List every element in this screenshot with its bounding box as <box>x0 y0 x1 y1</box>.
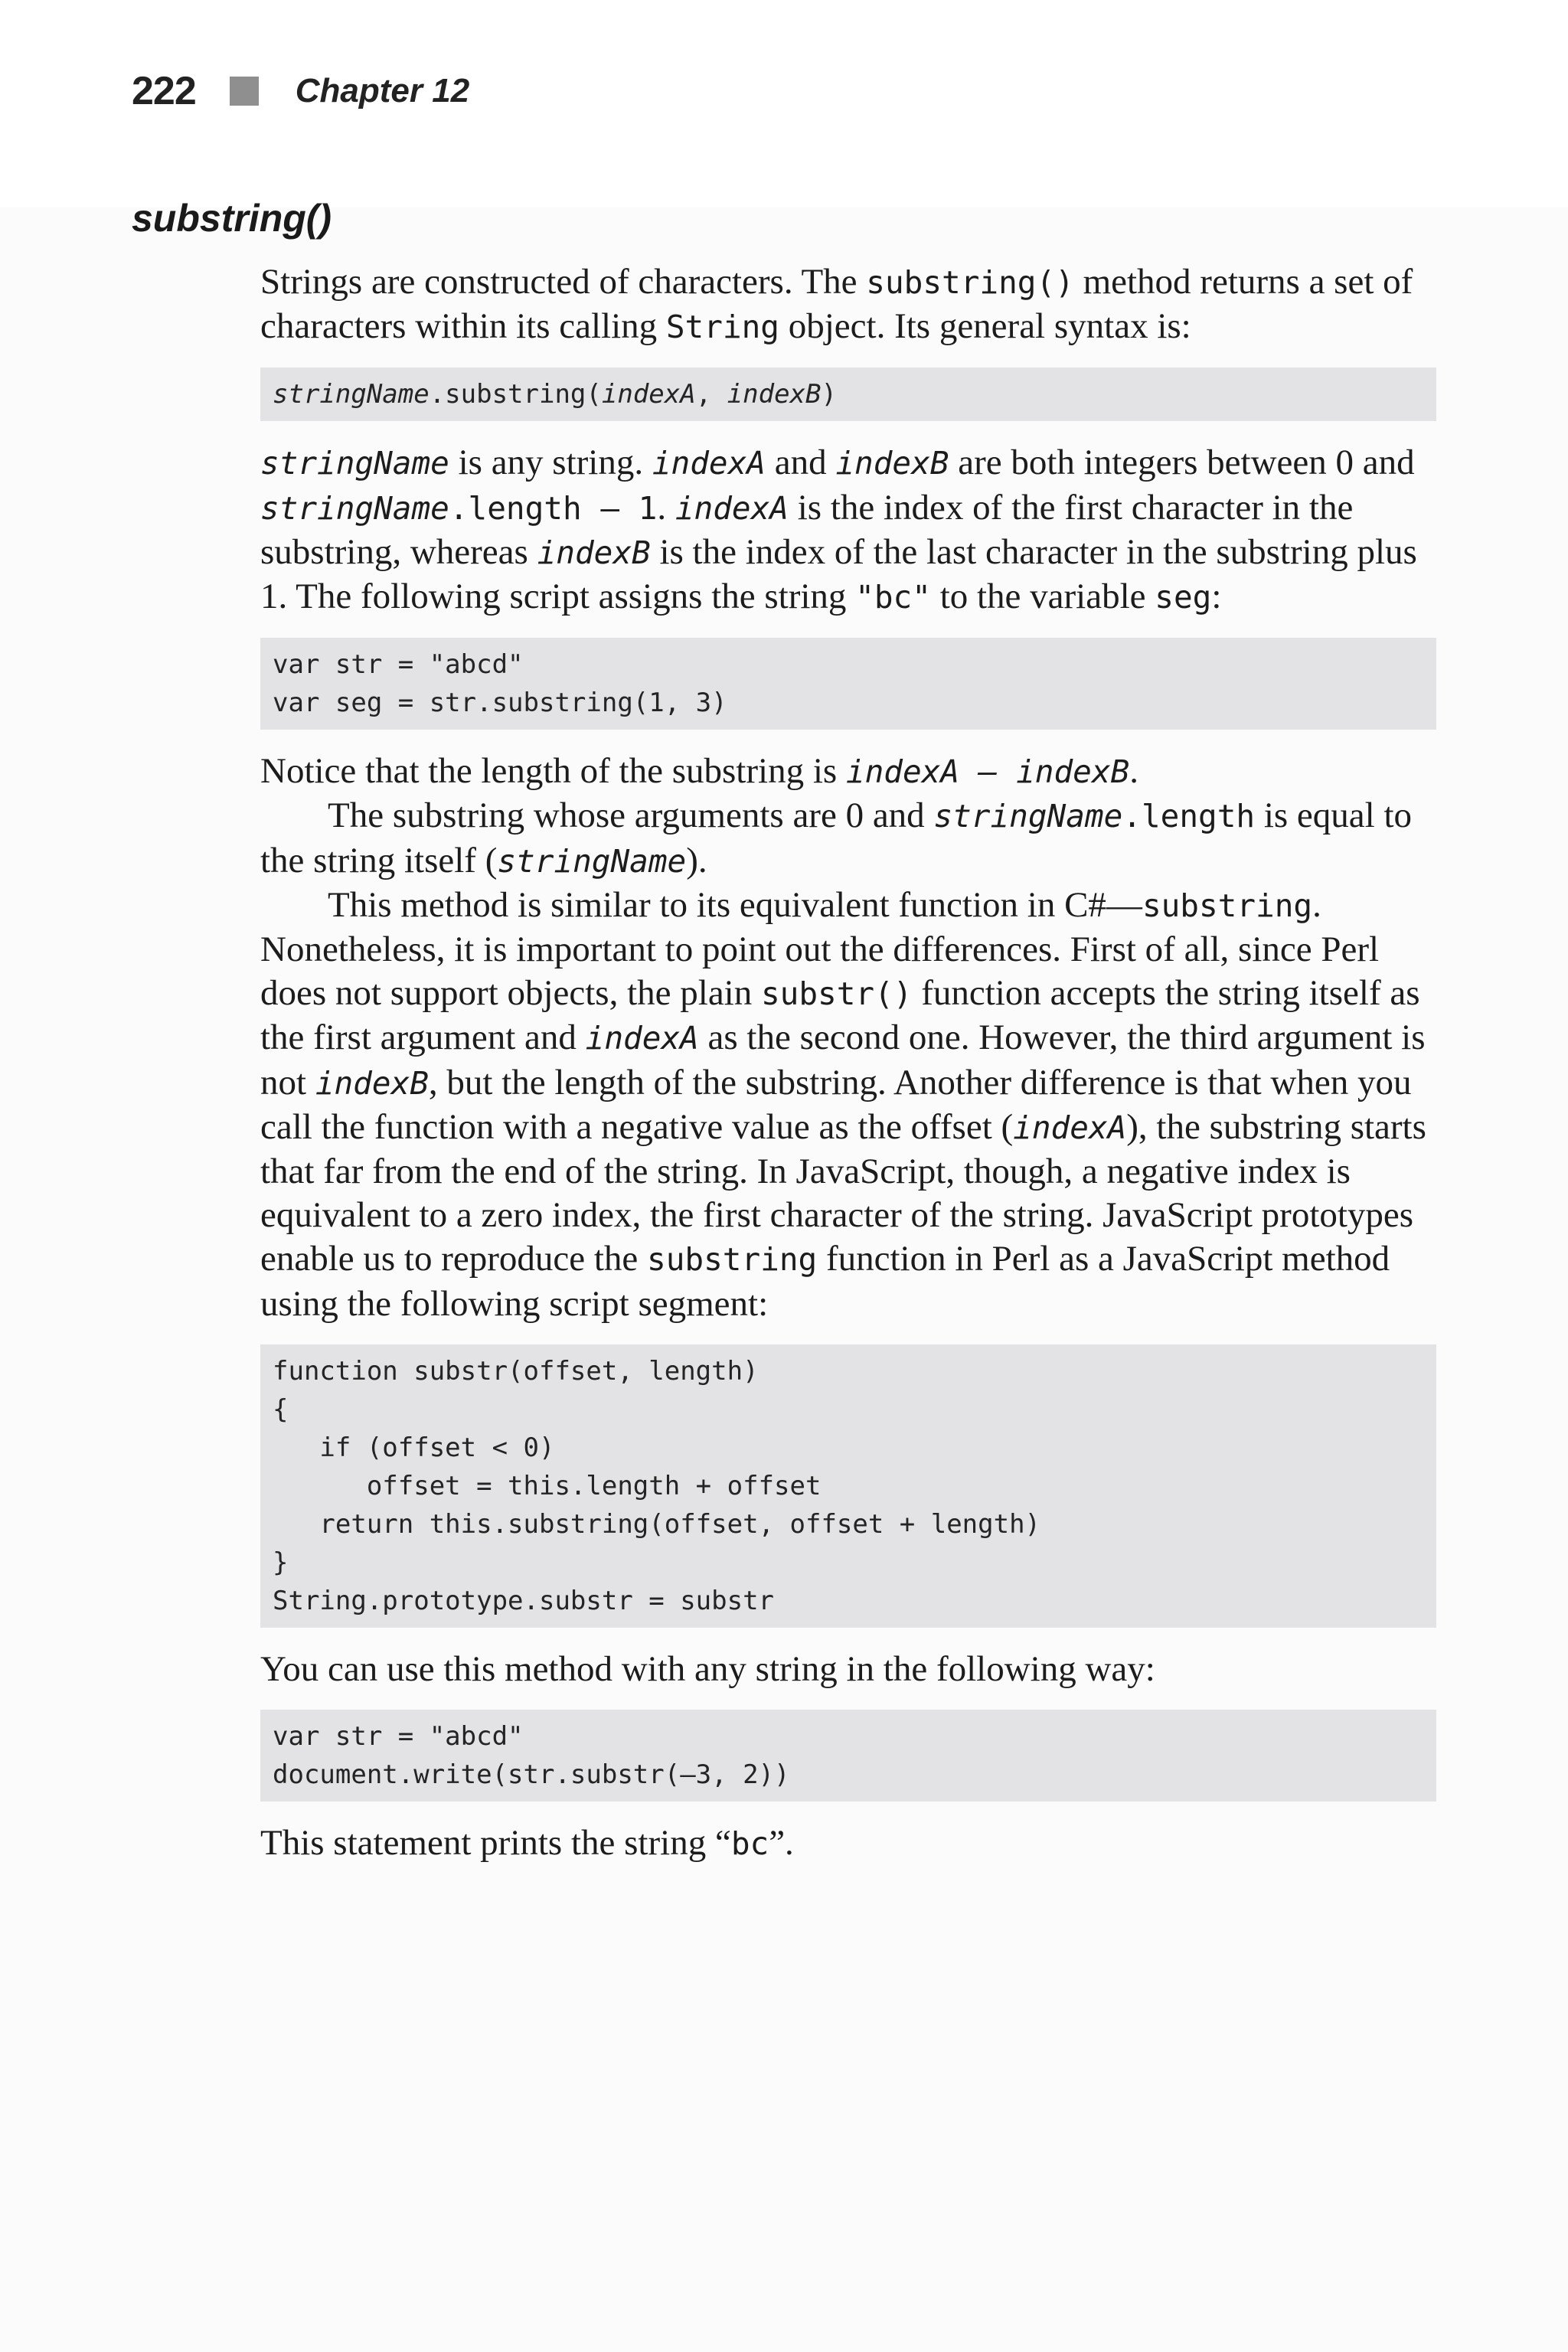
code-line: var str = "abcd" <box>273 649 524 681</box>
code-term: String <box>665 309 779 346</box>
code-placeholder: indexA <box>601 379 696 410</box>
code-line: if (offset < 0) <box>273 1432 555 1463</box>
code-text: , <box>695 379 727 410</box>
header-square-ornament <box>230 77 259 106</box>
code-term: substr() <box>760 975 913 1013</box>
text-run: . <box>1129 751 1138 792</box>
text-run: . Nonetheless, it is important to point out the differences. First of all, since Perl does not support objects, the plain <box>260 884 1380 1014</box>
code-term: indexB <box>537 534 651 571</box>
running-head <box>132 64 469 118</box>
code-placeholder: indexB <box>727 379 822 410</box>
paragraph-result <box>260 1821 1436 1866</box>
paragraph-length-note <box>260 750 1436 794</box>
text-run: This statement prints the string “ <box>260 1823 731 1864</box>
code-line: document.write(str.substr(–3, 2)) <box>273 1759 790 1791</box>
code-term: stringName <box>260 445 449 482</box>
syntax-code-block <box>260 368 1436 421</box>
paragraph-parameters <box>260 441 1436 619</box>
code-term: stringName <box>497 842 687 880</box>
usage-code-block <box>260 1710 1436 1802</box>
paragraph-full-substring <box>260 794 1436 883</box>
text-run: function in Perl as a JavaScript method using the following script segment: <box>260 1239 1390 1324</box>
code-line: return this.substring(offset, offset + length) <box>273 1508 1041 1540</box>
example-code-block <box>260 638 1436 730</box>
main-content <box>260 260 1436 1866</box>
code-term: seg <box>1155 579 1212 616</box>
code-term: indexA – indexB <box>845 753 1130 791</box>
code-term: substring <box>647 1241 818 1279</box>
code-text: ) <box>821 379 837 410</box>
text-run: are both integers between 0 and <box>949 443 1415 483</box>
text-run: is the index of the first character in the substring, whereas <box>260 487 1354 572</box>
code-term: bc <box>730 1825 769 1863</box>
code-term: substring <box>1142 887 1313 924</box>
text-run: is any string. <box>449 443 652 483</box>
code-term: indexA <box>652 445 766 482</box>
text-run: and <box>765 443 836 483</box>
chapter-label: Chapter 12 <box>295 72 470 109</box>
code-line: offset = this.length + offset <box>273 1470 822 1501</box>
text-run: You can use this method with any string in the following way: <box>260 1648 1155 1689</box>
code-line: var str = "abcd" <box>273 1721 524 1753</box>
text-run: object. Its general syntax is: <box>779 306 1191 347</box>
text-run: . <box>657 487 675 528</box>
code-line: function substr(offset, length) <box>273 1355 759 1387</box>
text-run: is the index of the last character in the substring plus 1. The following script assigns the string <box>260 531 1417 617</box>
text-run: This method is similar to its equivalent function in C#— <box>328 884 1142 925</box>
paragraph-usage <box>260 1648 1436 1691</box>
text-run: as the second one. However, the third argument is not <box>260 1018 1426 1102</box>
code-placeholder: stringName <box>273 379 430 410</box>
code-text: .substring( <box>429 379 602 410</box>
section-heading: substring() <box>132 197 332 240</box>
code-line: } <box>273 1547 289 1578</box>
code-line: String.prototype.substr = substr <box>273 1585 775 1616</box>
text-run: Notice that the length of the substring is <box>260 751 846 792</box>
text-run: : <box>1211 577 1222 617</box>
code-term: indexA <box>585 1020 699 1057</box>
substr-function-code-block <box>260 1344 1436 1628</box>
text-run: ). <box>686 840 707 880</box>
text-run: ”. <box>769 1823 794 1864</box>
text-run: is equal to the string itself ( <box>260 795 1413 880</box>
text-run: , but the length of the substring. Another difference is that when you call the function with a negative value as the offset ( <box>260 1062 1412 1147</box>
text-run: Strings are constructed of characters. The <box>260 262 867 302</box>
code-term: stringName <box>260 489 449 527</box>
code-line: var seg = str.substring(1, 3) <box>273 688 727 719</box>
code-term: .length <box>1122 798 1256 835</box>
page-number: 222 <box>132 69 196 113</box>
code-term: indexA <box>675 489 789 527</box>
text-run: ), the substring starts that far from the end of the string. In JavaScript, though, a negative index is equivalent to a zero index, the first character of the string. JavaScript prototypes enable us to reproduce the <box>260 1106 1426 1279</box>
code-term: indexB <box>315 1064 429 1102</box>
text-run: function accepts the string itself as the first argument and <box>260 973 1420 1058</box>
code-term: indexB <box>835 445 949 482</box>
code-term: stringName <box>933 798 1123 835</box>
code-line: { <box>273 1393 289 1425</box>
text-run: The substring whose arguments are 0 and <box>328 795 934 836</box>
text-run: to the variable <box>930 577 1155 617</box>
paragraph-intro <box>260 260 1436 349</box>
code-term: substring() <box>866 264 1074 301</box>
code-line <box>273 375 1424 413</box>
code-term: indexA <box>1013 1109 1127 1146</box>
text-run: method returns a set of characters within its calling <box>260 262 1413 347</box>
paragraph-perl-comparison <box>260 884 1436 1326</box>
code-term: "bc" <box>855 579 931 616</box>
code-term: .length – 1 <box>449 489 658 527</box>
